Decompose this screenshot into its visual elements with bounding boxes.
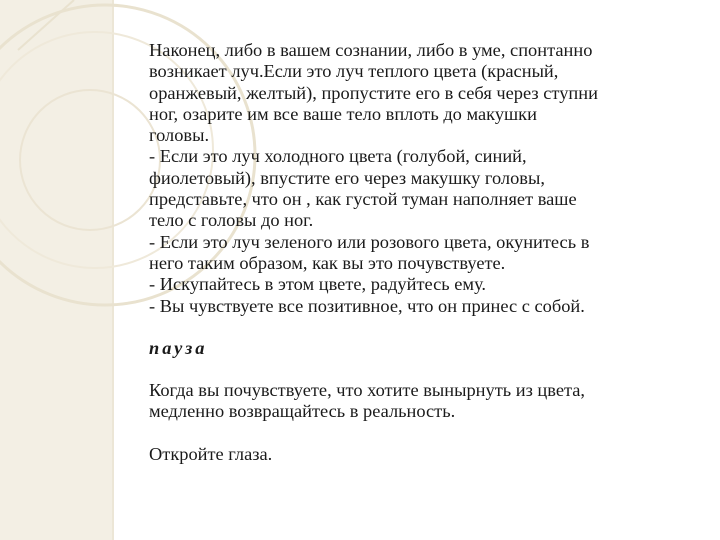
paragraph-return: Когда вы почувствуете, что хотите вынырнуть из цвета, медленно возвращайтесь в реальность. [149, 380, 586, 422]
paragraph-open-eyes: Откройте глаза. [149, 443, 273, 464]
pause-heading: пауза [149, 337, 208, 358]
paragraph-warm-ray: Наконец, либо в вашем сознании, либо в уме, спонтанно возникает луч.Если это луч теплого цвета (красный, оранжевый, желтый), пропустите его в себя через ступни ног, озарите им все ваше тело вплоть до макушки головы. [149, 40, 598, 146]
paragraph-cold-ray: - Если это луч холодного цвета (голубой, синий, фиолетовый), впустите его через макушку головы, представьте, что он , как густой туман наполняет ваше тело с головы до ног. [149, 146, 577, 231]
left-decor-band-edge [112, 0, 114, 540]
paragraph-bathe: - Искупайтесь в этом цвете, радуйтесь ему. [149, 274, 487, 295]
paragraph-feel-positive: - Вы чувствуете все позитивное, что он принес с собой. [149, 295, 585, 316]
left-decor-band [0, 0, 112, 540]
slide-text-body [149, 40, 697, 465]
paragraph-green-pink-ray: - Если это луч зеленого или розового цвета, окунитесь в него таким образом, как вы это почувствуете. [149, 231, 590, 273]
